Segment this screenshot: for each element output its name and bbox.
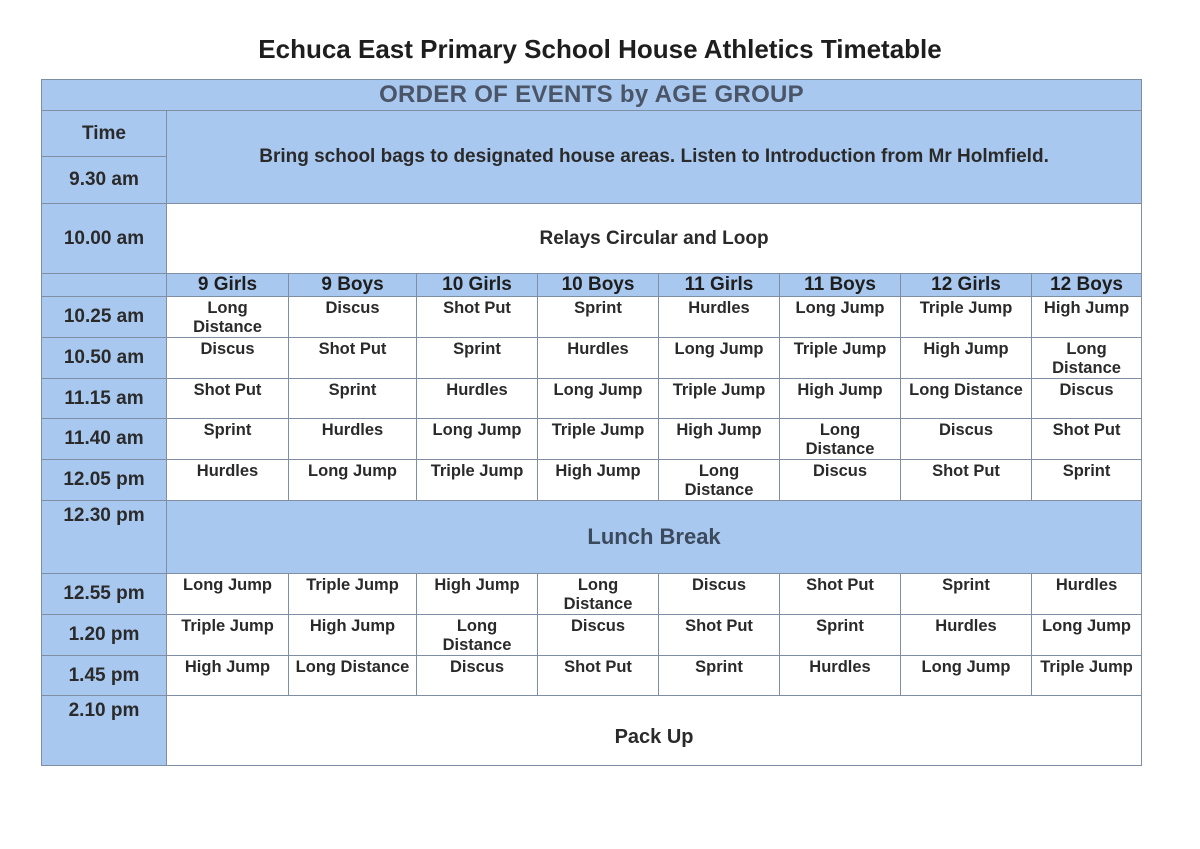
event-cell: Hurdles xyxy=(659,297,780,338)
time-cell: 1.20 pm xyxy=(42,615,167,656)
event-cell: Hurdles xyxy=(538,338,659,379)
event-cell: Discus xyxy=(780,460,901,501)
event-cell: Long Distance xyxy=(167,297,289,338)
event-cell: Hurdles xyxy=(167,460,289,501)
event-cell: Triple Jump xyxy=(780,338,901,379)
event-cell: Long Jump xyxy=(417,419,538,460)
time-label-row xyxy=(42,111,1142,157)
packup-row xyxy=(42,696,1142,766)
time-column-label: Time xyxy=(42,111,167,157)
header-row xyxy=(42,80,1142,111)
time-cell: 2.10 pm xyxy=(42,696,167,766)
time-cell: 1.45 pm xyxy=(42,656,167,696)
event-cell: Long Distance xyxy=(659,460,780,501)
event-cell: Hurdles xyxy=(901,615,1032,656)
event-cell: Shot Put xyxy=(659,615,780,656)
age-group-header: 10 Boys xyxy=(538,274,659,297)
event-cell: Sprint xyxy=(1032,460,1142,501)
event-cell: Long Jump xyxy=(538,379,659,419)
age-group-header-row xyxy=(42,274,1142,297)
event-cell: Hurdles xyxy=(780,656,901,696)
event-cell: Sprint xyxy=(538,297,659,338)
time-cell: 10.25 am xyxy=(42,297,167,338)
age-group-header: 11 Girls xyxy=(659,274,780,297)
time-cell: 12.55 pm xyxy=(42,574,167,615)
event-row xyxy=(42,460,1142,501)
event-row xyxy=(42,297,1142,338)
event-cell: Triple Jump xyxy=(167,615,289,656)
lunch-message: Lunch Break xyxy=(167,501,1142,574)
event-cell: Long Jump xyxy=(167,574,289,615)
event-cell: Shot Put xyxy=(1032,419,1142,460)
relays-message: Relays Circular and Loop xyxy=(167,204,1142,274)
age-group-header: 9 Boys xyxy=(289,274,417,297)
event-cell: Discus xyxy=(538,615,659,656)
event-cell: Triple Jump xyxy=(1032,656,1142,696)
event-cell: Triple Jump xyxy=(901,297,1032,338)
lunch-row xyxy=(42,501,1142,574)
event-cell: Discus xyxy=(1032,379,1142,419)
relays-row xyxy=(42,204,1142,274)
event-cell: Long Distance xyxy=(1032,338,1142,379)
event-cell: Triple Jump xyxy=(417,460,538,501)
event-cell: Shot Put xyxy=(417,297,538,338)
event-cell: Long Jump xyxy=(289,460,417,501)
event-cell: Sprint xyxy=(659,656,780,696)
event-cell: High Jump xyxy=(289,615,417,656)
event-cell: High Jump xyxy=(1032,297,1142,338)
packup-message: Pack Up xyxy=(167,696,1142,766)
time-cell: 10.00 am xyxy=(42,204,167,274)
event-cell: Sprint xyxy=(289,379,417,419)
event-cell: Triple Jump xyxy=(289,574,417,615)
event-cell: Shot Put xyxy=(289,338,417,379)
event-cell: Hurdles xyxy=(289,419,417,460)
event-cell: Hurdles xyxy=(417,379,538,419)
age-group-header: 9 Girls xyxy=(167,274,289,297)
time-cell: 12.30 pm xyxy=(42,501,167,574)
event-cell: Long Jump xyxy=(659,338,780,379)
timetable xyxy=(41,79,1142,766)
event-cell: Long Jump xyxy=(780,297,901,338)
event-cell: Shot Put xyxy=(167,379,289,419)
event-cell: Long Distance xyxy=(417,615,538,656)
event-cell: High Jump xyxy=(901,338,1032,379)
time-cell: 9.30 am xyxy=(42,157,167,204)
event-cell: Long Distance xyxy=(901,379,1032,419)
event-cell: Discus xyxy=(417,656,538,696)
event-cell: Sprint xyxy=(780,615,901,656)
event-cell: Discus xyxy=(901,419,1032,460)
event-cell: High Jump xyxy=(659,419,780,460)
event-row xyxy=(42,338,1142,379)
event-cell: Shot Put xyxy=(538,656,659,696)
time-cell: 11.40 am xyxy=(42,419,167,460)
event-row xyxy=(42,379,1142,419)
event-cell: Long Jump xyxy=(1032,615,1142,656)
event-cell: Triple Jump xyxy=(538,419,659,460)
age-group-header: 11 Boys xyxy=(780,274,901,297)
age-group-header: 10 Girls xyxy=(417,274,538,297)
order-of-events-header: ORDER OF EVENTS by AGE GROUP xyxy=(42,80,1142,111)
event-cell: Hurdles xyxy=(1032,574,1142,615)
event-cell: Discus xyxy=(167,338,289,379)
event-cell: Triple Jump xyxy=(659,379,780,419)
event-row xyxy=(42,615,1142,656)
event-cell: Shot Put xyxy=(901,460,1032,501)
event-cell: High Jump xyxy=(780,379,901,419)
event-cell: High Jump xyxy=(417,574,538,615)
event-cell: Discus xyxy=(659,574,780,615)
event-cell: High Jump xyxy=(167,656,289,696)
event-row xyxy=(42,574,1142,615)
event-cell: Sprint xyxy=(901,574,1032,615)
age-group-header: 12 Boys xyxy=(1032,274,1142,297)
event-cell: Discus xyxy=(289,297,417,338)
intro-message: Bring school bags to designated house areas. Listen to Introduction from Mr Holmfield. xyxy=(167,111,1142,204)
event-cell: Long Distance xyxy=(780,419,901,460)
age-group-header: 12 Girls xyxy=(901,274,1032,297)
event-cell: Sprint xyxy=(417,338,538,379)
event-cell: Long Distance xyxy=(538,574,659,615)
time-cell: 11.15 am xyxy=(42,379,167,419)
event-row xyxy=(42,656,1142,696)
event-cell: Long Jump xyxy=(901,656,1032,696)
time-cell: 12.05 pm xyxy=(42,460,167,501)
event-cell: Sprint xyxy=(167,419,289,460)
event-cell: Shot Put xyxy=(780,574,901,615)
event-cell: High Jump xyxy=(538,460,659,501)
event-row xyxy=(42,419,1142,460)
event-cell: Long Distance xyxy=(289,656,417,696)
time-cell-empty xyxy=(42,274,167,297)
time-cell: 10.50 am xyxy=(42,338,167,379)
page-title: Echuca East Primary School House Athletics Timetable xyxy=(258,34,942,64)
